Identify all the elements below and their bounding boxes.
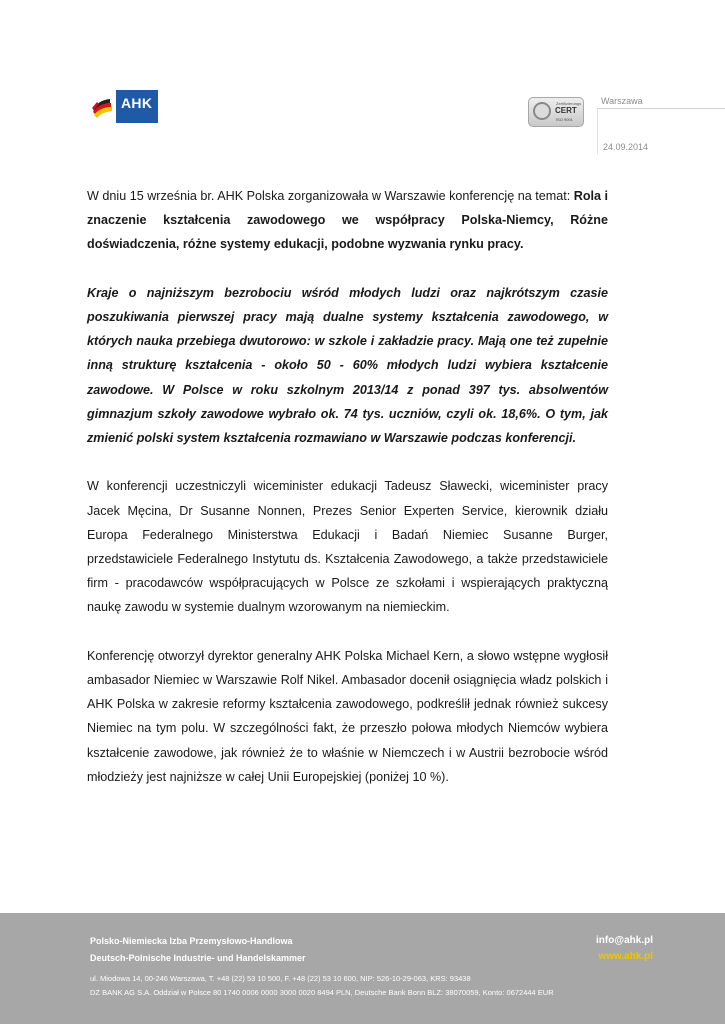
- footer-email-link[interactable]: info@ahk.pl: [596, 935, 653, 946]
- header-divider: [597, 108, 725, 109]
- footer-address: ul. Miodowa 14, 00-246 Warszawa, T. +48 (22) 53 10 500, F. +48 (22) 53 10 600, NIP: 526-10-29-063, KRS: 93438: [90, 974, 471, 983]
- paragraph-opening: Konferencję otworzył dyrektor generalny AHK Polska Michael Kern, a słowo wstępne wygłosił ambasador Niemiec w Warszawie Rolf Nikel. Ambasador docenił osiągnięcia władz polskich i AHK Polska w zakresie reformy kształcenia zawodowego, podkreślił jednak również sukcesy Niemiec na tym polu. W szczególności fakt, że przeszło połowa młodych Niemców wybiera kształcenie zawodowe, jak również że to właśnie w Niemczech i w Austrii bezrobocie wśród młodzieży jest najniższe w całej Unii Europejskiej (poniżej 10 %).: [87, 648, 608, 784]
- intro-lead: W dniu 15 września br. AHK Polska zorganizowała w Warszawie konferencję na temat:: [87, 189, 574, 203]
- cert-seal-icon: [533, 102, 551, 120]
- place: Warszawa: [601, 96, 643, 106]
- date: 24.09.2014: [603, 142, 649, 152]
- paragraph-participants: W konferencji uczestniczyli wiceminister edukacji Tadeusz Sławecki, wiceminister pracy Jacek Męcina, Dr Susanne Nonnen, Prezes Senior Experten Service, kierownik działu Europa Federalnego Ministerstwa Edukacji i Badań Niemiec Susanne Burger, przedstawiciele Federalnego Instytutu ds. Kształcenia Zawodowego, a także przedstawiciele firm - pracodawców współpracujących w Polsce ze szkołami i wspierających praktyczną naukę zawodu w systemie dualnym wzorowanym na niemieckim.: [87, 479, 608, 615]
- logo-text: AHK: [121, 95, 153, 111]
- cert-iso-text: ISO 9001: [556, 117, 573, 122]
- document-body: [87, 184, 608, 813]
- cert-small-text: Zertifizierungs: [556, 101, 582, 106]
- footer: [0, 913, 725, 1024]
- header-divider-vertical: [597, 108, 598, 154]
- paragraph-intro: [87, 184, 608, 257]
- footer-org-pl: Polsko-Niemiecka Izba Przemysłowo-Handlowa: [90, 936, 293, 946]
- de-pl-flag-icon: [88, 90, 116, 123]
- paragraph-lead: Kraje o najniższym bezrobociu wśród młodych ludzi oraz najkrótszym czasie poszukiwania pierwszej pracy mają dualne systemy kształcenia zawodowego, w których nauka przebiega dwutorowo: w szkole i zakładzie pracy. Mają one też zupełnie inną strukturę kształcenia - około 50 - 60% młodych ludzi wybiera kształcenie zawodowe. W Polsce w roku szkolnym 2013/14 z ponad 397 tys. absolwentów gimnazjum szkoły zawodowe wybrało ok. 74 tys. uczniów, czyli ok. 18,6%. O tym, jak zmienić polski system kształcenia rozmawiano w Warszawie podczas konferencji.: [87, 285, 608, 446]
- footer-bank: DZ BANK AG S.A. Oddział w Polsce 80 1740 0006 0000 3000 0020 8494 PLN, Deutsche Bank Bonn BLZ: 38070059, Konto: 0672444 EUR: [90, 988, 554, 997]
- footer-org-de: Deutsch-Polnische Industrie- und Handelskammer: [90, 953, 306, 963]
- iso-cert-badge: [528, 97, 584, 127]
- conference-title: Rola i znaczenie kształcenia zawodowego we współpracy Polska-Niemcy, Różne doświadczenia, różne systemy edukacji, podobne wyzwania rynku pracy.: [87, 189, 609, 252]
- footer-website-link[interactable]: www.ahk.pl: [598, 951, 653, 962]
- ahk-logo: [88, 90, 158, 123]
- cert-big-text: CERT: [555, 106, 577, 115]
